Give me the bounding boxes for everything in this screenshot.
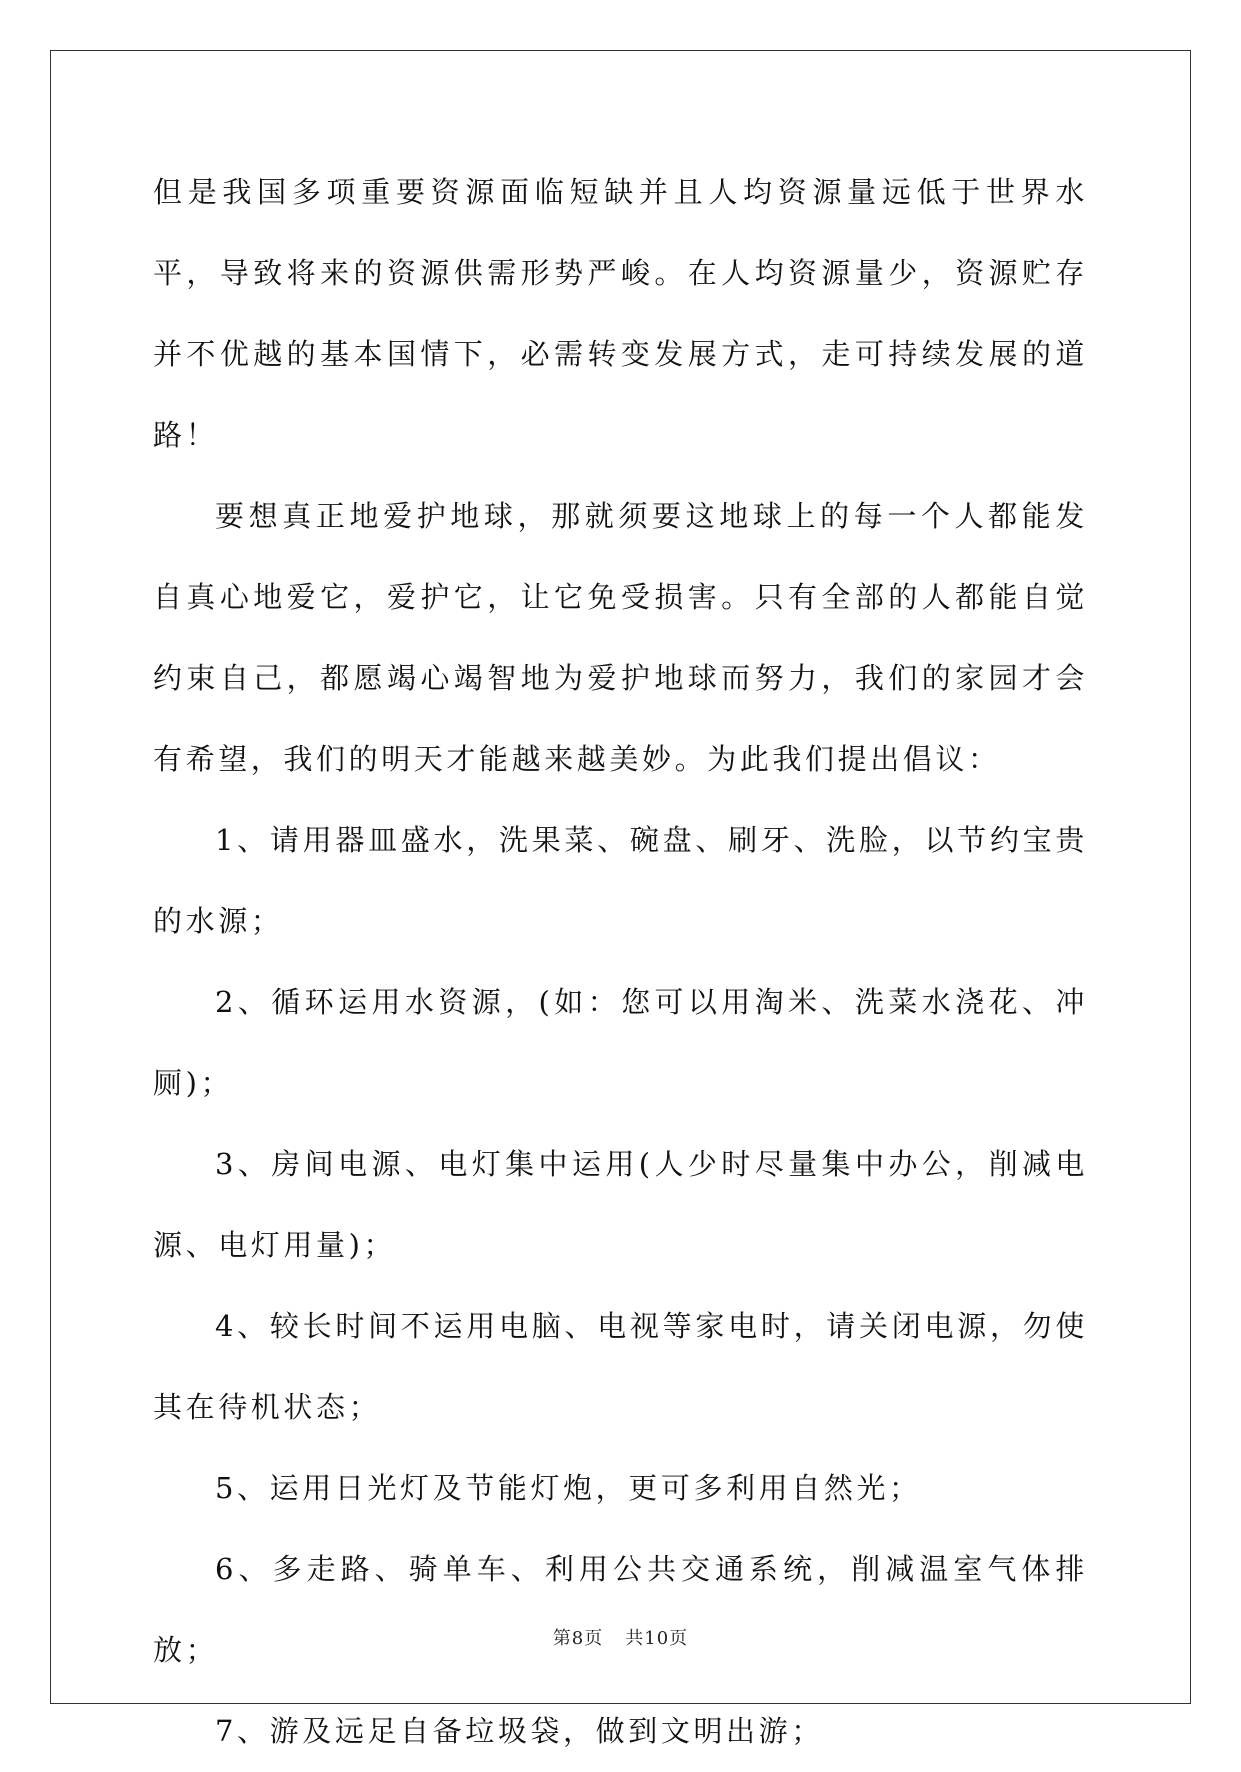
list-item: 2、循环运用水资源，(如：您可以用淘米、洗菜水浇花、冲厕)； — [153, 985, 1088, 1100]
paragraph: 但是我国多项重要资源面临短缺并且人均资源量远低于世界水平，导致将来的资源供需形势严峻。在人均资源量少，资源贮存并不优越的基本国情下，必需转变发展方式，走可持续发展的道路！ — [153, 175, 1088, 452]
paragraph: 要想真正地爱护地球，那就须要这地球上的每一个人都能发自真心地爱它，爱护它，让它免受损害。只有全部的人都能自觉约束自己，都愿竭心竭智地为爱护地球而努力，我们的家园才会有希望，我们的明天才能越来越美妙。为此我们提出倡议： — [153, 499, 1088, 776]
total-pages: 共10页 — [625, 1628, 689, 1649]
list-item: 7、游及远足自备垃圾袋，做到文明出游； — [215, 1714, 824, 1748]
list-item: 4、较长时间不运用电脑、电视等家电时，请关闭电源，勿使其在待机状态； — [153, 1309, 1088, 1424]
list-item: 3、房间电源、电灯集中运用(人少时尽量集中办公，削减电源、电灯用量)； — [153, 1147, 1088, 1262]
document-body — [153, 152, 1088, 1772]
list-item: 1、请用器皿盛水，洗果菜、碗盘、刷牙、洗脸，以节约宝贵的水源； — [153, 823, 1088, 938]
page-footer — [0, 1624, 1241, 1650]
list-item: 6、多走路、骑单车、利用公共交通系统，削减温室气体排放； — [153, 1552, 1088, 1667]
list-item: 5、运用日光灯及节能灯炮，更可多利用自然光； — [215, 1471, 922, 1505]
current-page-number: 第8页 — [552, 1628, 604, 1649]
